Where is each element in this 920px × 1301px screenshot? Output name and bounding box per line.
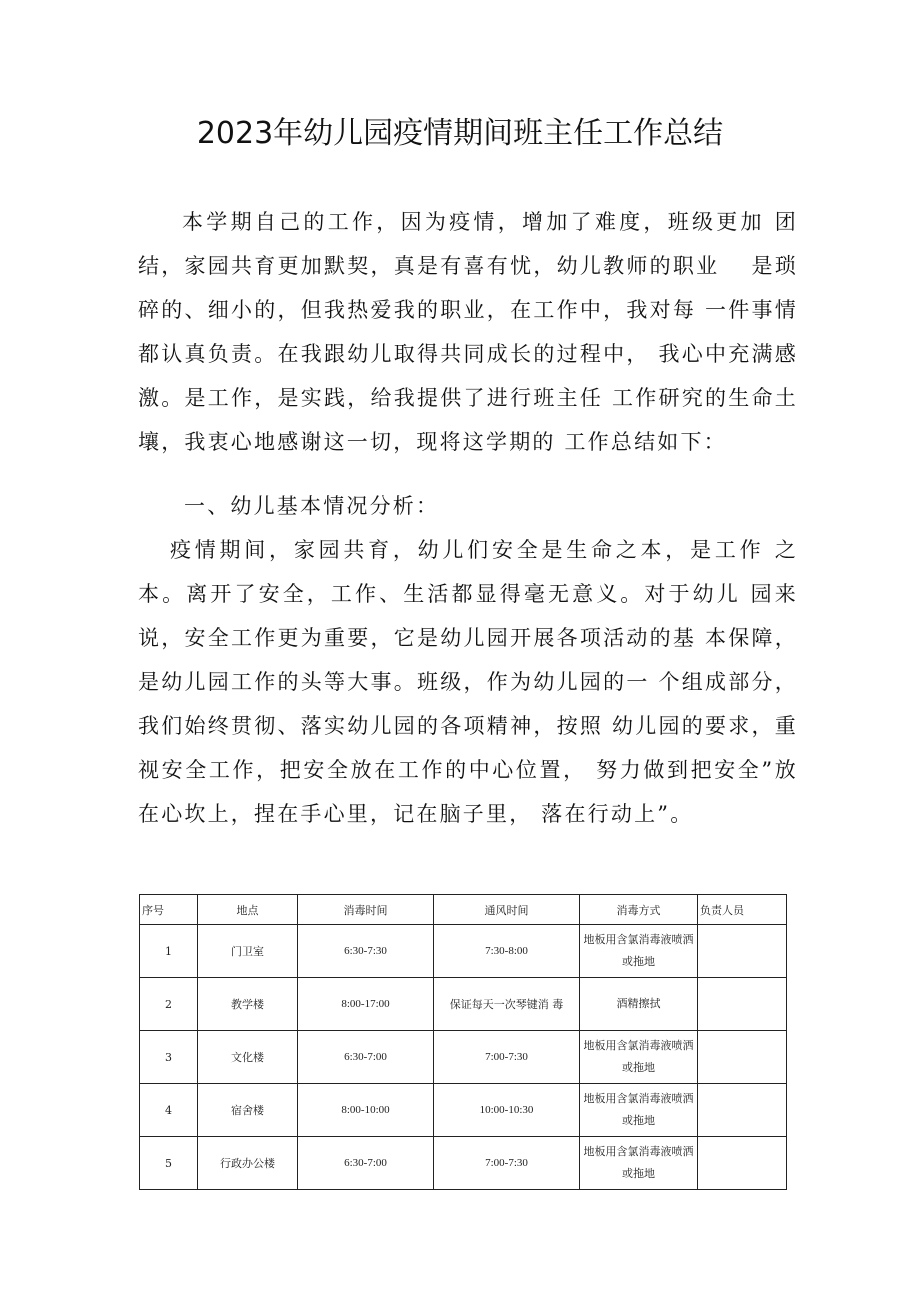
intro-paragraph: 本学期自己的工作，因为疫情，增加了难度，班级更加 团结，家园共育更加默契，真是有喜有忧，幼儿教师的职业 是琐碎的、细小的，但我热爱我的职业，在工作中，我对每 一件事情都认真负责。在我跟幼儿取得共同成长的过程中， 我心中充满感激。是工作，是实践，给我提供了进行班主任 工作研究的生命土壤，我衷心地感谢这一切，现将这学期的 工作总结如下： <box>138 210 798 454</box>
row-ventilate-time: 10:00-10:30 <box>434 1084 580 1137</box>
row-method: 地板用含氯消毒液喷洒或拖地 <box>580 1084 698 1137</box>
row-disinfect-time: 6:30-7:00 <box>298 1031 434 1084</box>
disinfection-schedule-table <box>139 894 787 1190</box>
row-person <box>698 1031 787 1084</box>
header-ventilate-time: 通风时间 <box>434 895 580 925</box>
row-place: 宿舍楼 <box>198 1084 298 1137</box>
row-place: 门卫室 <box>198 925 298 978</box>
row-disinfect-time: 6:30-7:00 <box>298 1137 434 1190</box>
row-place: 教学楼 <box>198 978 298 1031</box>
table-row <box>140 925 787 978</box>
header-no: 序号 <box>140 895 198 925</box>
header-disinfect-time: 消毒时间 <box>298 895 434 925</box>
row-person <box>698 925 787 978</box>
header-method: 消毒方式 <box>580 895 698 925</box>
row-disinfect-time: 8:00-17:00 <box>298 978 434 1031</box>
row-person <box>698 1084 787 1137</box>
document-title: 2023年幼儿园疫情期间班主任工作总结 <box>196 116 724 151</box>
row-method: 地板用含氯消毒液喷洒或拖地 <box>580 1031 698 1084</box>
table-header-row <box>140 895 787 925</box>
row-ventilate-time: 7:00-7:30 <box>434 1137 580 1190</box>
row-place: 文化楼 <box>198 1031 298 1084</box>
table-row <box>140 1137 787 1190</box>
row-no: 3 <box>140 1031 198 1084</box>
header-place: 地点 <box>198 895 298 925</box>
row-person <box>698 978 787 1031</box>
row-method: 地板用含氯消毒液喷洒或拖地 <box>580 925 698 978</box>
row-ventilate-time: 7:00-7:30 <box>434 1031 580 1084</box>
row-no: 1 <box>140 925 198 978</box>
row-disinfect-time: 8:00-10:00 <box>298 1084 434 1137</box>
table-row <box>140 1031 787 1084</box>
row-place: 行政办公楼 <box>198 1137 298 1190</box>
row-no: 2 <box>140 978 198 1031</box>
row-person <box>698 1137 787 1190</box>
row-no: 4 <box>140 1084 198 1137</box>
section-1-heading: 一、幼儿基本情况分析： <box>184 494 440 518</box>
row-ventilate-time: 保证每天一次琴键消 毒 <box>434 978 580 1031</box>
row-disinfect-time: 6:30-7:30 <box>298 925 434 978</box>
table-row <box>140 1084 787 1137</box>
row-method: 酒精擦拭 <box>580 978 698 1031</box>
row-ventilate-time: 7:30-8:00 <box>434 925 580 978</box>
section-1-paragraph: 疫情期间，家园共育，幼儿们安全是生命之本，是工作 之本。离开了安全，工作、生活都显得毫无意义。对于幼儿 园来说，安全工作更为重要，它是幼儿园开展各项活动的基 本保障，是幼儿园工作的头等大事。班级，作为幼儿园的一 个组成部分，我们始终贯彻、落实幼儿园的各项精神，按照 幼儿园的要求，重视安全工作，把安全放在工作的中心位置， 努力做到把安全”放在心坎上，捏在手心里，记在脑子里， 落在行动上”。 <box>138 538 798 826</box>
row-method: 地板用含氯消毒液喷洒或拖地 <box>580 1137 698 1190</box>
row-no: 5 <box>140 1137 198 1190</box>
header-person: 负责人员 <box>698 895 787 925</box>
table-row <box>140 978 787 1031</box>
